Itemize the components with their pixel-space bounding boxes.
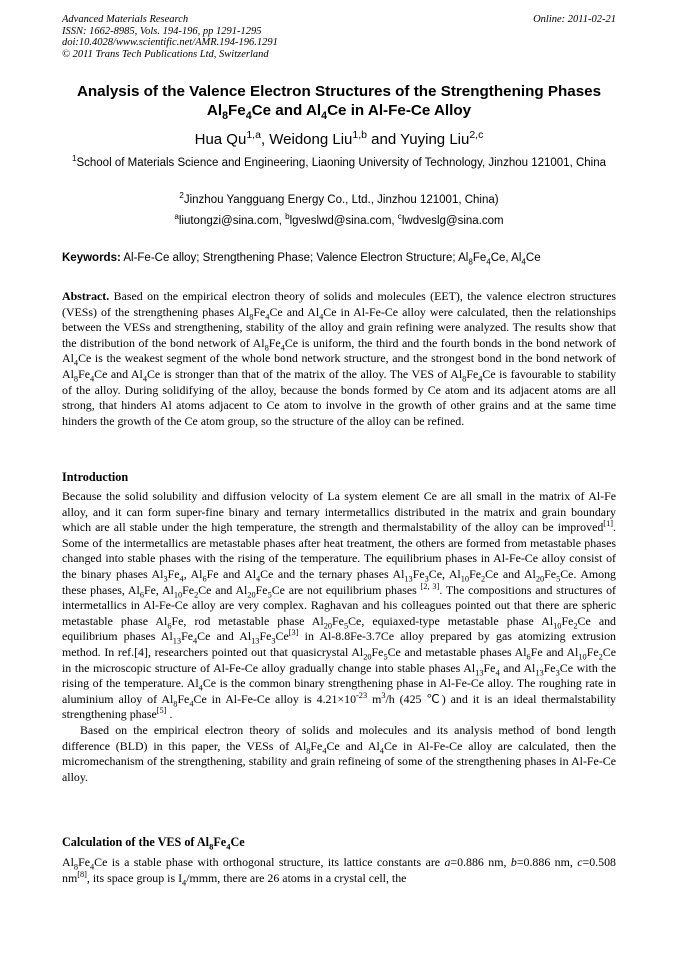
subscript: 5	[383, 652, 388, 662]
email-link[interactable]: lwdveslg@sina.com	[401, 215, 504, 227]
text: Fe	[544, 566, 557, 581]
text: Ce and Al	[326, 738, 380, 753]
text: and Al	[499, 660, 536, 675]
intro-paragraph-2	[62, 723, 616, 785]
text: Fe and Al	[530, 644, 579, 659]
subscript: 13	[535, 667, 544, 677]
subscript: 4	[182, 877, 187, 887]
text: Ce	[275, 629, 289, 644]
subscript: 20	[535, 574, 545, 584]
citation-link[interactable]: [1]	[603, 519, 614, 529]
text: Fe	[371, 644, 384, 659]
superscript: 3	[381, 690, 386, 700]
text: Ce	[230, 835, 245, 849]
title-text: Al	[206, 102, 223, 119]
section-heading-calculation	[62, 834, 616, 850]
author-sep: and	[367, 131, 401, 148]
subscript: 4	[486, 257, 491, 267]
online-date: Online: 2011-02-21	[533, 14, 616, 25]
subscript: 10	[460, 574, 470, 584]
intro-paragraph-1	[62, 489, 616, 723]
subscript: 4	[89, 374, 95, 384]
subscript: 4	[198, 683, 203, 693]
subscript: 4	[226, 841, 231, 852]
subscript: 8	[173, 699, 178, 709]
subscript: 4	[89, 862, 95, 872]
text: Ce. Among these phases, Al	[62, 566, 616, 597]
author-2-affil: 1,b	[352, 129, 368, 141]
title-subscript: 8	[222, 110, 229, 123]
subscript: 6	[139, 589, 144, 599]
subscript: 6	[202, 574, 207, 584]
text: . The compositions and structures of intermetallics in Al-Fe-Ce alloy are very complex. Raghavan and his colleagues pointed out that there are spheric metastable phase Al	[62, 582, 617, 628]
text: Ce and Al	[197, 629, 252, 644]
paper-title	[62, 82, 616, 123]
text: Fe	[259, 629, 272, 644]
subscript: 20	[363, 652, 372, 662]
subscript: 3	[424, 574, 429, 584]
text: m	[367, 691, 382, 706]
keywords	[62, 250, 616, 266]
text: Ce is stronger than that of the matrix of the alloy. The VES of Al	[146, 366, 463, 381]
text: Fe	[177, 691, 190, 706]
title-line-1: Analysis of the Valence Electron Structures of the Strengthening Phases	[76, 83, 602, 100]
text: Ce is the common binary strengthening phase in Al-Fe-Ce alloy. The roughing rate in aluminium alloy of Al	[62, 676, 617, 706]
text: Ce in the microscopic structure of Al-Fe-Ce alloy gradually change into stable phases Al	[62, 644, 616, 675]
text: =0.886 nm,	[516, 855, 578, 869]
citation-link[interactable]: [3]	[288, 628, 299, 638]
subscript: 4	[521, 257, 526, 267]
affil-text: Jinzhou Yangguang Energy Co., Ltd., Jinzhou 121001, China)	[183, 194, 499, 206]
journal-header	[62, 14, 616, 60]
keywords-text: Ce, Al	[490, 252, 522, 264]
text: Ce and metastable phases Al	[387, 644, 527, 659]
text: Ce and Al	[269, 304, 320, 319]
email-marker: c	[397, 212, 402, 222]
text: Fe	[181, 629, 193, 644]
author-1-affil: 1,a	[246, 129, 261, 141]
issn-line: ISSN: 1662-8985, Vols. 194-196, pp 1291-1295	[62, 25, 262, 37]
subscript: 4	[319, 311, 324, 321]
affil-text: School of Materials Science and Engineering, Liaoning University of Technology, Jinzhou 121001, China	[76, 157, 607, 169]
affiliation-1	[62, 155, 616, 171]
variable: b	[510, 855, 517, 869]
subscript: 4	[256, 574, 261, 584]
text: Fe	[182, 582, 195, 597]
subscript: 8	[264, 343, 269, 353]
subscript: 4	[265, 311, 270, 321]
subscript: 3	[271, 636, 276, 646]
text: Based on the empirical electron theory of solids and molecules and its analysis method of bond length difference (BLD) in this paper, the VESs of Al	[62, 722, 616, 753]
title-subscript: 4	[321, 110, 328, 123]
title-text: Ce in Al-Fe-Ce Alloy	[327, 102, 472, 119]
subscript: 6	[526, 652, 531, 662]
abstract	[62, 289, 616, 429]
subscript: 4	[189, 699, 194, 709]
subscript: 4	[280, 343, 285, 353]
keywords-label: Keywords:	[62, 252, 121, 264]
keywords-text: Ce	[525, 252, 541, 264]
text: .	[166, 707, 173, 722]
subscript: 4	[73, 358, 79, 368]
subscript: 8	[306, 745, 311, 755]
calc-paragraph-1	[62, 855, 616, 886]
subscript: 2	[194, 589, 199, 599]
text: Fe	[332, 613, 344, 628]
title-text: Ce and Al	[251, 102, 322, 119]
text: Fe	[586, 644, 599, 659]
subscript: 10	[578, 652, 587, 662]
text: Ce in Al-Fe-Ce alloy were calculated, then the relationships between the VESs and strengthening, stability of the alloy and grain refining were analyzed. The results show that the distribution of the bond network of Al	[62, 304, 616, 350]
text: Fe	[310, 738, 323, 753]
subscript: 5	[556, 574, 561, 584]
text: Fe, rod metastable phase Al	[171, 613, 324, 628]
subscript: 20	[323, 621, 333, 631]
subscript: 4	[142, 374, 147, 384]
subscript: 10	[553, 621, 562, 631]
introduction-body	[62, 489, 616, 785]
subscript: 13	[172, 636, 182, 646]
variable: a	[444, 855, 451, 869]
subscript: 4	[478, 374, 483, 384]
subscript: 13	[404, 574, 413, 584]
subscript: 2	[573, 621, 578, 631]
text: Ce and the ternary phases Al	[260, 566, 405, 581]
text: . Some of the intermetallics are metastable phases after heat treatment, the others are formed from metastable phases changed into stable phases with the rising of the temperature. The equilibrium phases in Al-Fe-Ce alloy consist of the binary phases Al	[62, 520, 616, 581]
text: =0.508 nm	[62, 855, 616, 885]
text: Ce and Al	[94, 366, 143, 381]
subscript: 8	[468, 257, 473, 267]
subscript: 4	[193, 636, 198, 646]
text: Ce and equilibrium phases Al	[62, 613, 616, 644]
text: , its space group is I	[86, 870, 183, 885]
text: Ce in Al-Fe-Ce alloy is 4.21×10	[193, 691, 357, 706]
text: Fe	[167, 566, 180, 581]
subscript: 5	[343, 621, 349, 631]
citation-link[interactable]: [8]	[77, 869, 87, 879]
text: in Al-8.8Fe-3.7Ce alloy prepared by gas atomizing extrusion method. In ref.[4], researchers pointed out that quasicrystal Al	[62, 629, 616, 659]
text: =0.886 nm,	[450, 855, 511, 869]
abstract-paragraph	[62, 289, 616, 429]
text: Ce and Al	[485, 566, 536, 581]
citation-link[interactable]: [5]	[156, 706, 167, 716]
email-marker: a	[174, 212, 179, 222]
subscript: 6	[167, 621, 172, 631]
subscript: 8	[249, 311, 254, 321]
text: Fe	[483, 660, 496, 675]
author-sep: ,	[260, 131, 270, 148]
calculation-body	[62, 855, 616, 886]
text: Ce, Al	[428, 566, 461, 581]
journal-name: Advanced Materials Research	[62, 14, 189, 25]
subscript: 8	[73, 862, 79, 872]
subscript: 8	[209, 841, 214, 852]
text: Fe	[78, 855, 90, 869]
text: Ce is a stable phase with orthogonal structure, its lattice constants are	[94, 855, 445, 869]
email-link[interactable]: lgveslwd@sina.com,	[289, 215, 398, 227]
text: Fe	[469, 566, 481, 581]
author-3: Yuying Liu	[400, 131, 470, 148]
text: /h (425 ℃) and it is an ideal thermalstability strengthening phase	[62, 691, 616, 722]
subscript: 13	[475, 667, 484, 677]
subscript: 8	[462, 374, 467, 384]
text: Fe	[268, 335, 281, 350]
author-1: Hua Qu	[194, 131, 247, 148]
text: Based on the empirical electron theory of solids and molecules (EET), the valence electron structures (VESs) of the strengthening phases Al	[62, 289, 616, 319]
subscript: 20	[247, 589, 256, 599]
text: Ce is the weakest segment of the whole bond network structure, and the strongest bond in the bond network of Al	[62, 351, 616, 381]
title-text: Fe	[228, 102, 246, 119]
author-3-affil: 2,c	[469, 129, 484, 141]
text: , Al	[183, 566, 203, 581]
text: Calculation of the VES of Al	[62, 835, 210, 849]
email-marker: b	[285, 212, 290, 222]
subscript: 13	[251, 636, 260, 646]
doi-line: doi:10.4028/www.scientific.net/AMR.194-196.1291	[62, 37, 278, 48]
text: Because the solid solubility and diffusion velocity of La system element Ce are all small in the matrix of Al-Fe alloy, and it can form super-fine binary and ternary intermetallics distributed in the matrix and grain boundary which are all stable under the high temperature, the strength and thermalstability of the alloy can be improved	[62, 489, 616, 535]
subscript: 4	[379, 745, 384, 755]
subscript: 3	[163, 574, 168, 584]
email-line	[62, 213, 616, 229]
text: Ce are not equilibrium phases	[271, 582, 421, 597]
subscript: 3	[555, 667, 560, 677]
subscript: 4	[495, 667, 500, 677]
subscript: 4	[179, 574, 184, 584]
section-heading-introduction: Introduction	[62, 470, 129, 484]
affil-marker: 2	[179, 191, 184, 201]
subscript: 10	[173, 589, 183, 599]
text: Ce, equiaxed-type metastable phase Al	[348, 613, 554, 628]
text: Fe	[466, 366, 479, 381]
variable: c	[577, 855, 583, 869]
text: Ce is uniform, the third and the fourth bonds in the bond network of Al	[62, 335, 617, 366]
affil-marker: 1	[71, 154, 77, 164]
text: Fe	[412, 566, 425, 581]
title-line-2	[62, 101, 616, 123]
text: Fe	[561, 613, 574, 628]
text: Fe	[255, 582, 268, 597]
text: Fe and Al	[206, 566, 256, 581]
author-2: Weidong Liu	[269, 131, 353, 148]
text: Fe	[543, 660, 556, 675]
keywords-text: Fe	[472, 252, 487, 264]
subscript: 4	[322, 745, 327, 755]
subscript: 2	[480, 574, 486, 584]
keywords-text: Al-Fe-Ce alloy; Strengthening Phase; Valence Electron Structure; Al	[120, 252, 469, 264]
author-list	[62, 131, 616, 149]
abstract-label: Abstract.	[62, 289, 110, 303]
subscript: 8	[73, 374, 79, 384]
text: Fe	[253, 304, 266, 319]
text: Fe	[213, 835, 227, 849]
subscript: 5	[267, 589, 272, 599]
superscript: -23	[356, 690, 368, 700]
text: Ce and Al	[198, 582, 248, 597]
text: Ce with the rising of the temperature. Al	[62, 660, 616, 691]
text: Ce is favourable to stability of the alloy. During solidifying of the alloy, because the bonds formed by Ce atom and its adjacent atoms are all strong, that hinders Al atoms adjacent to Ce atom to involve in the growth of other grains and at the same time hinders the growth of the Ce atom group, so the structure of the alloy can be refined.	[62, 366, 617, 428]
citation-link[interactable]: [2, 3]	[420, 581, 440, 591]
text: Fe	[78, 366, 90, 381]
title-subscript: 4	[245, 110, 252, 123]
text: Al	[62, 855, 74, 869]
text: /mmm, there are 26 atoms in a crystal cell, the	[186, 870, 407, 885]
affiliation-2	[62, 192, 616, 208]
copyright-line: © 2011 Trans Tech Publications Ltd, Switzerland	[62, 48, 269, 60]
text: Ce in Al-Fe-Ce alloy are calculated, then the micromechanism of the strengthening, stability and grain refineing of some of the strengthening phases in Al-Fe-Ce alloy.	[62, 738, 616, 784]
text: Fe, Al	[144, 582, 174, 597]
subscript: 2	[598, 652, 603, 662]
email-link[interactable]: liutongzi@sina.com,	[178, 215, 286, 227]
